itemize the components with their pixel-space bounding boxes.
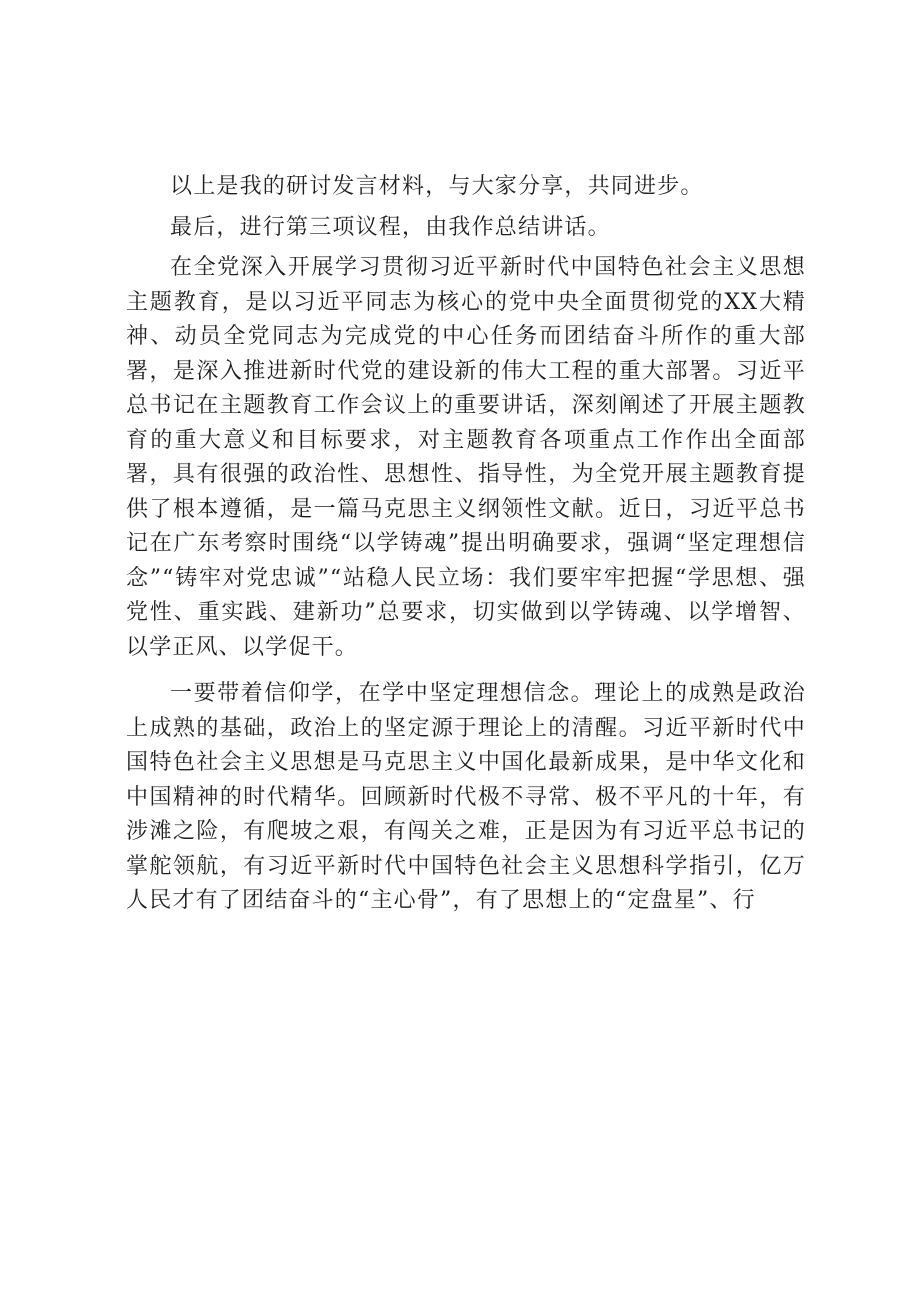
paragraph-theme-education: 在全党深入开展学习贯彻习近平新时代中国特色社会主义思想主题教育，是以习近平同志为核心的党中央全面贯彻党的XX大精神、动员全党同志为完成党的中心任务而团结奋斗所作的重大部署，是深入推进新时代党的建设新的伟大工程的重大部署。习近平总书记在主题教育工作会议上的重要讲话，深刻阐述了开展主题教育的重大意义和目标要求，对主题教育各项重点工作作出全面部署，具有很强的政治性、思想性、指导性，为全党开展主题教育提供了根本遵循，是一篇马克思主义纲领性文献。近日，习近平总书记在广东考察时围绕“以学铸魂”提出明确要求，强调“坚定理想信念”“铸牢对党忠诚”“站稳人民立场：我们要牢牢把握“学思想、强党性、重实践、建新功”总要求，切实做到以学铸魂、以学增智、以学正风、以学促干。: [126, 255, 806, 660]
document-body: [126, 170, 806, 919]
paragraph-agenda-item: 最后，进行第三项议程，由我作总结讲话。: [170, 214, 611, 240]
paragraph-closing-remark: 以上是我的研讨发言材料，与大家分享，共同进步。: [170, 174, 704, 199]
paragraph-study-with-faith: 一要带着信仰学，在学中坚定理想信念。理论上的成熟是政治上成熟的基础，政治上的坚定源于理论上的清醒。习近平新时代中国特色社会主义思想是马克思主义中国化最新成果，是中华文化和中国精神的时代精华。回顾新时代极不寻常、极不平凡的十年，有涉滩之险，有爬坡之艰，有闯关之难，正是因为有习近平总书记的掌舵领航，有习近平新时代中国特色社会主义思想科学指引，亿万人民才有了团结奋斗的“主心骨”，有了思想上的“定盘星”、行: [126, 681, 806, 913]
